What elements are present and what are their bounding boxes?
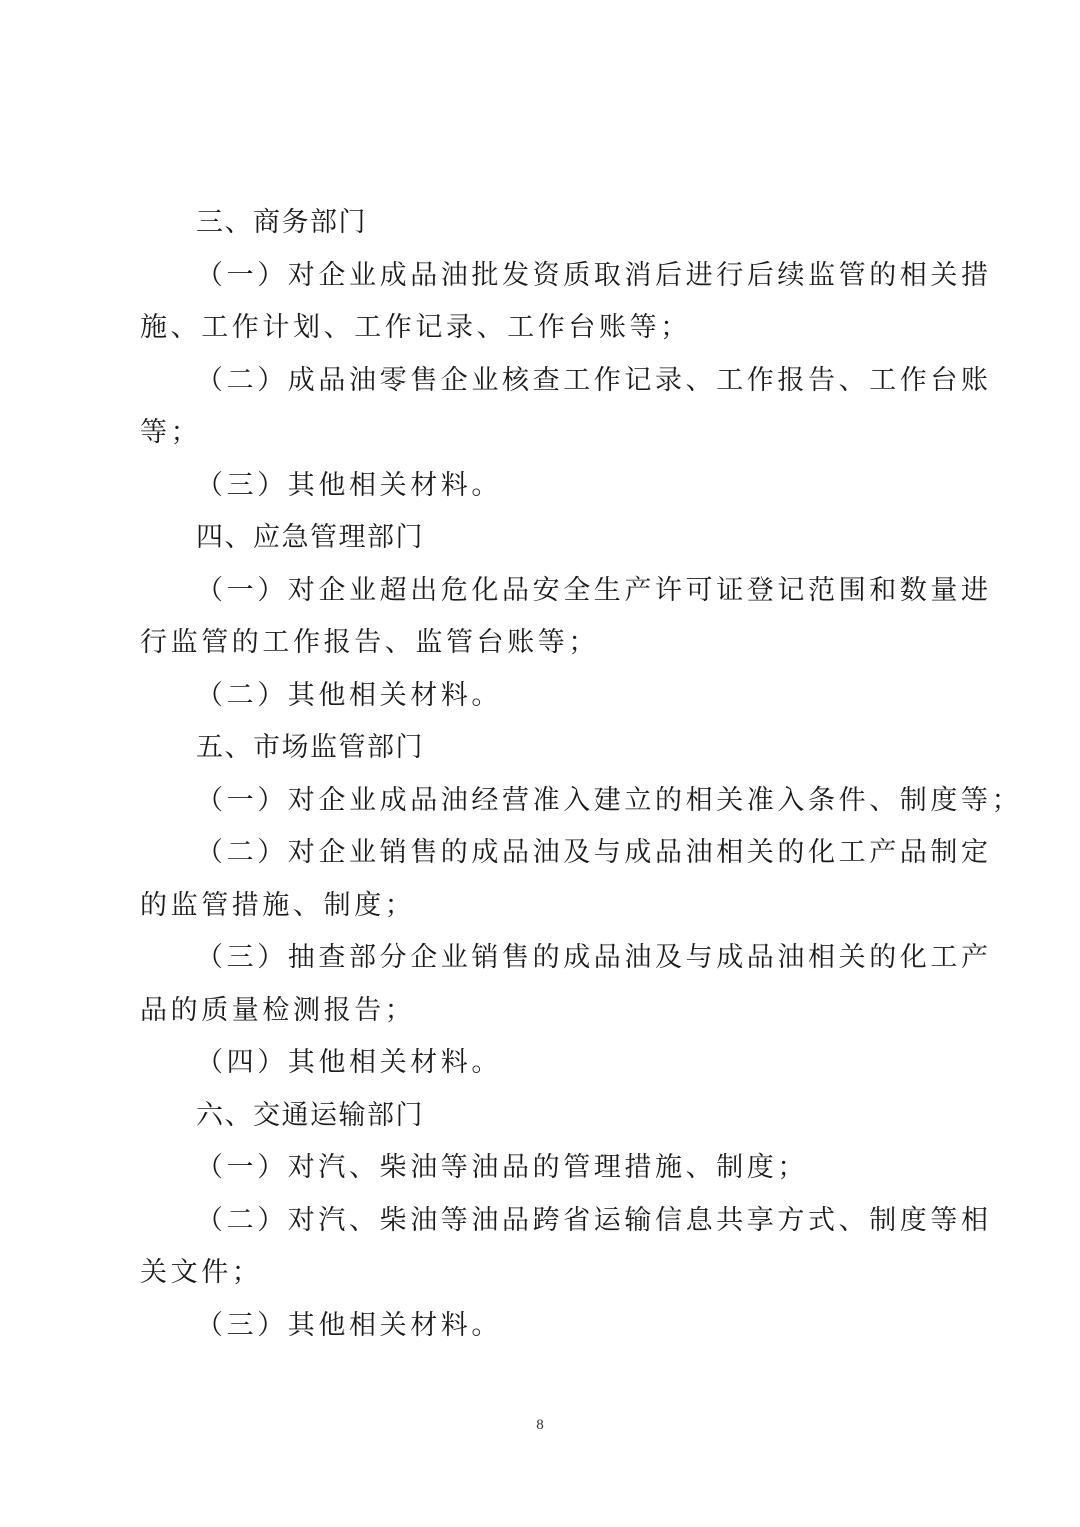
paragraph-line: （三）抽查部分企业销售的成品油及与成品油相关的化工产 [196, 942, 992, 973]
section-heading-market-supervision: 五、市场监管部门 [196, 732, 424, 763]
paragraph-line: 行监管的工作报告、监管台账等； [140, 627, 599, 658]
paragraph-line: （一）对汽、柴油等油品的管理措施、制度； [196, 1152, 808, 1183]
section-heading-emergency: 四、应急管理部门 [196, 522, 424, 553]
paragraph-line: （一）对企业成品油批发资质取消后进行后续监管的相关措 [196, 260, 992, 291]
paragraph-line: （一）对企业超出危化品安全生产许可证登记范围和数量进 [196, 575, 992, 606]
paragraph-line: （二）其他相关材料。 [196, 680, 502, 711]
paragraph-line: （四）其他相关材料。 [196, 1047, 502, 1078]
section-heading-transport: 六、交通运输部门 [196, 1100, 424, 1131]
paragraph-line: （二）成品油零售企业核查工作记录、工作报告、工作台账 [196, 365, 992, 396]
paragraph-line: （二）对汽、柴油等油品跨省运输信息共享方式、制度等相 [196, 1205, 992, 1236]
page-number: 8 [536, 1417, 544, 1433]
paragraph-line: 品的质量检测报告； [140, 995, 416, 1026]
paragraph-line: 等； [140, 417, 202, 448]
paragraph-line: 施、工作计划、工作记录、工作台账等； [140, 312, 691, 343]
paragraph-line: （三）其他相关材料。 [196, 470, 502, 501]
paragraph-line: （三）其他相关材料。 [196, 1310, 502, 1341]
paragraph-line: 的监管措施、制度； [140, 890, 416, 921]
section-heading-commerce: 三、商务部门 [196, 207, 367, 238]
paragraph-line: 关文件； [140, 1257, 263, 1288]
paragraph-line: （一）对企业成品油经营准入建立的相关准入条件、制度等； [196, 785, 1023, 816]
paragraph-line: （二）对企业销售的成品油及与成品油相关的化工产品制定 [196, 837, 992, 868]
